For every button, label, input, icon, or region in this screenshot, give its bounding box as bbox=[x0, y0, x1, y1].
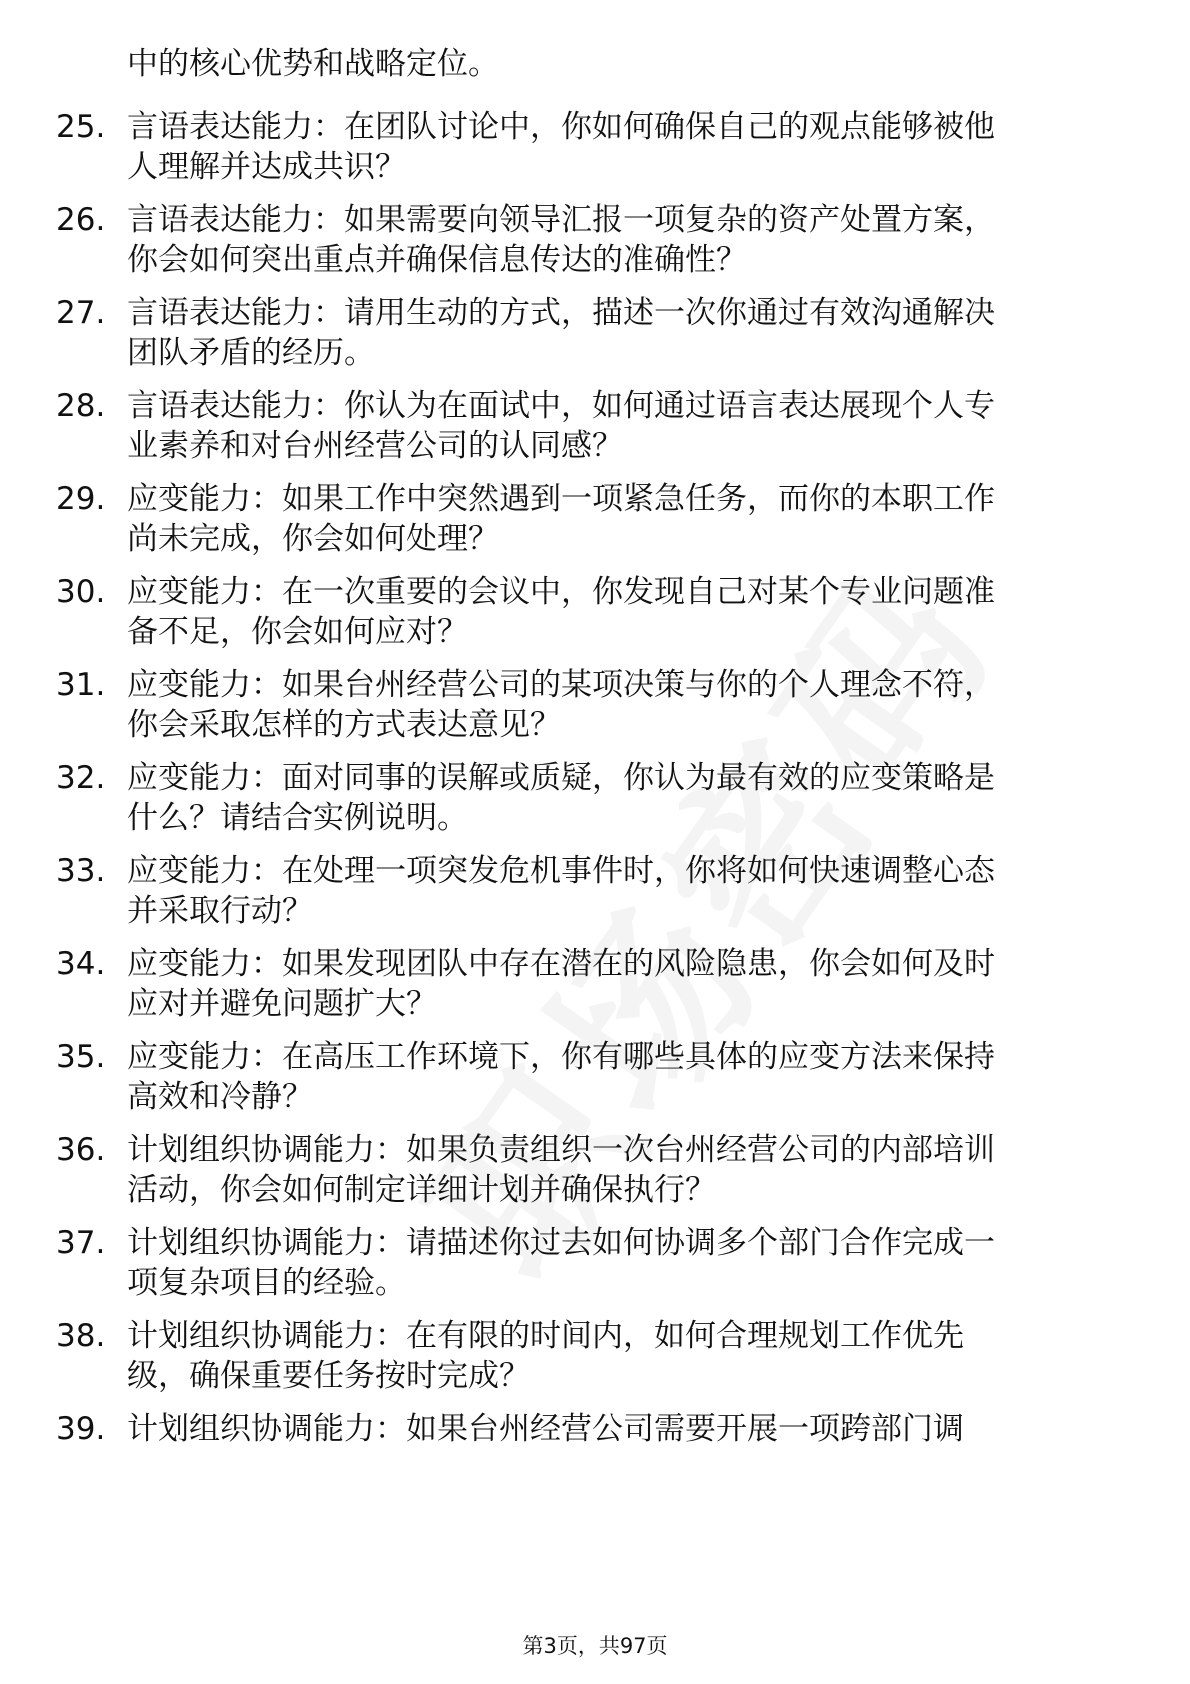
question-number: 34. bbox=[56, 946, 106, 982]
question-number: 31. bbox=[56, 667, 106, 703]
question-number: 39. bbox=[56, 1411, 106, 1447]
question-text: 言语表达能力：如果需要向领导汇报一项复杂的资产处置方案， 你会如何突出重点并确保信息传达的准确性？ bbox=[127, 202, 995, 278]
question-number: 27. bbox=[56, 295, 106, 331]
question-text: 计划组织协调能力：请描述你过去如何协调多个部门合作完成一 项复杂项目的经验。 bbox=[127, 1225, 995, 1301]
question-text: 言语表达能力：请用生动的方式，描述一次你通过有效沟通解决 团队矛盾的经历。 bbox=[127, 295, 995, 371]
question-text: 应变能力：如果发现团队中存在潜在的风险隐患，你会如何及时 应对并避免问题扩大？ bbox=[127, 946, 995, 1022]
question-number: 28. bbox=[56, 388, 106, 424]
question-text: 计划组织协调能力：在有限的时间内，如何合理规划工作优先 级，确保重要任务按时完成？ bbox=[127, 1318, 964, 1394]
question-number: 25. bbox=[56, 109, 106, 145]
question-text: 应变能力：在一次重要的会议中，你发现自己对某个专业问题准 备不足，你会如何应对？ bbox=[127, 574, 995, 650]
question-number: 30. bbox=[56, 574, 106, 610]
question-number: 35. bbox=[56, 1039, 106, 1075]
question-text: 应变能力：如果台州经营公司的某项决策与你的个人理念不符， 你会采取怎样的方式表达意见？ bbox=[127, 667, 995, 743]
question-number: 37. bbox=[56, 1225, 106, 1261]
question-text: 应变能力：如果工作中突然遇到一项紧急任务，而你的本职工作 尚未完成，你会如何处理？ bbox=[127, 481, 995, 557]
question-text: 应变能力：在处理一项突发危机事件时，你将如何快速调整心态 并采取行动？ bbox=[127, 853, 995, 929]
question-number: 33. bbox=[56, 853, 106, 889]
question-text: 言语表达能力：你认为在面试中，如何通过语言表达展现个人专 业素养和对台州经营公司的认同感？ bbox=[127, 388, 995, 464]
question-number: 26. bbox=[56, 202, 106, 238]
question-number: 32. bbox=[56, 760, 106, 796]
question-text: 应变能力：面对同事的误解或质疑，你认为最有效的应变策略是 什么？请结合实例说明。 bbox=[127, 760, 995, 836]
question-text: 计划组织协调能力：如果负责组织一次台州经营公司的内部培训 活动，你会如何制定详细计划并确保执行？ bbox=[127, 1132, 995, 1208]
question-text: 言语表达能力：在团队讨论中，你如何确保自己的观点能够被他 人理解并达成共识？ bbox=[127, 109, 995, 185]
question-number: 36. bbox=[56, 1132, 106, 1168]
question-number: 38. bbox=[56, 1318, 106, 1354]
page-footer: 第3页，共97页 bbox=[522, 1634, 668, 1658]
question-number: 29. bbox=[56, 481, 106, 517]
question-text: 应变能力：在高压工作环境下，你有哪些具体的应变方法来保持 高效和冷静？ bbox=[127, 1039, 995, 1115]
continuation-text: 中的核心优势和战略定位。 bbox=[127, 46, 499, 82]
question-text: 计划组织协调能力：如果台州经营公司需要开展一项跨部门调 bbox=[127, 1411, 964, 1447]
